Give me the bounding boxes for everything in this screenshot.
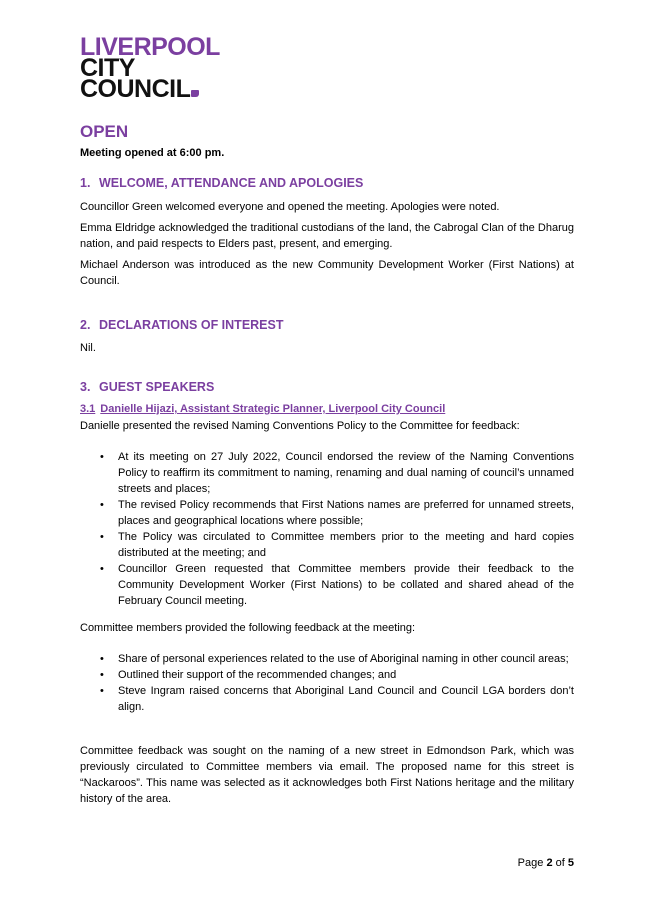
bullet-icon: •	[100, 531, 104, 543]
open-title: OPEN	[80, 122, 129, 141]
council-logo	[80, 33, 240, 103]
section-1-heading	[80, 176, 363, 190]
feedback-bullet-list	[80, 651, 574, 715]
section-2-title: DECLARATIONS OF INTEREST	[99, 318, 284, 332]
bullet-icon: •	[100, 669, 104, 681]
section-1-paragraph: Councillor Green welcomed everyone and opened the meeting. Apologies were noted.	[80, 201, 500, 213]
logo-line-3	[80, 75, 240, 103]
section-2-body: Nil.	[80, 342, 96, 354]
current-page: 2	[546, 857, 553, 869]
list-item	[80, 449, 574, 497]
total-pages: 5	[567, 857, 574, 869]
logo-line-1: LIVERPOOL	[80, 33, 220, 61]
list-item	[80, 667, 574, 683]
bullet-icon: •	[100, 653, 104, 665]
section-2-heading	[80, 318, 284, 332]
list-item-text: Share of personal experiences related to the use of Aboriginal naming in other council areas;	[118, 653, 569, 665]
bullet-icon: •	[100, 451, 104, 463]
meeting-opened-text: Meeting opened at 6:00 pm.	[80, 147, 225, 159]
feedback-intro-paragraph: Committee members provided the following feedback at the meeting:	[80, 622, 416, 634]
list-item-text: The revised Policy recommends that First Nations names are preferred for unnamed streets, places and geographical locations where possible;	[118, 499, 574, 527]
guest-intro-paragraph: Danielle presented the revised Naming Conventions Policy to the Committee for feedback:	[80, 420, 520, 432]
list-item	[80, 561, 574, 609]
list-item-text: The Policy was circulated to Committee members prior to the meeting and hard copies distributed at the meeting; and	[118, 531, 574, 559]
list-item	[80, 529, 574, 561]
logo-line-2: CITY	[80, 54, 135, 82]
section-1-paragraph: Emma Eldridge acknowledged the traditional custodians of the land, the Cabrogal Clan of the Dharug nation, and paid respects to Elders past, present, and emerging.	[80, 222, 574, 250]
section-1-title: WELCOME, ATTENDANCE AND APOLOGIES	[99, 176, 364, 190]
section-3-number: 3.	[80, 380, 91, 394]
list-item-text: Steve Ingram raised concerns that Aboriginal Land Council and Council LGA borders don’t align.	[118, 685, 574, 713]
of-word: of	[555, 857, 565, 869]
list-item	[80, 497, 574, 529]
section-1-number: 1.	[80, 176, 91, 190]
section-2-number: 2.	[80, 318, 91, 332]
section-3-title: GUEST SPEAKERS	[99, 380, 215, 394]
bullet-icon: •	[100, 563, 104, 575]
subsection-3-1-heading	[80, 403, 445, 415]
list-item-text: Outlined their support of the recommended changes; and	[118, 669, 397, 681]
list-item	[80, 683, 574, 715]
list-item	[80, 651, 574, 667]
page-number	[518, 857, 574, 869]
logo-dot-icon	[191, 90, 199, 97]
section-1-paragraph: Michael Anderson was introduced as the new Community Development Worker (First Nations) at Council.	[80, 259, 574, 287]
list-item-text: At its meeting on 27 July 2022, Council endorsed the review of the Naming Conventions Policy to reaffirm its commitment to naming, renaming and dual naming of council’s unnamed streets and places;	[118, 451, 574, 495]
subsection-number: 3.1	[80, 403, 96, 415]
page-word: Page	[517, 857, 544, 869]
logo-line-3-text: COUNCIL	[80, 75, 191, 103]
list-item-text: Councillor Green requested that Committee members provide their feedback to the Community Development Worker (First Nations) to be collated and shared ahead of the February Council meeting.	[118, 563, 574, 607]
section-3-heading	[80, 380, 214, 394]
bullet-icon: •	[100, 685, 104, 697]
policy-bullet-list	[80, 449, 574, 609]
closing-paragraph: Committee feedback was sought on the naming of a new street in Edmondson Park, which was previously circulated to Committee members via email. The proposed name for this street is “Nackaroos”. This name was selected as it acknowledges both First Nations heritage and the military history of the area.	[80, 745, 574, 805]
subsection-title: Danielle Hijazi, Assistant Strategic Planner, Liverpool City Council	[100, 403, 446, 415]
bullet-icon: •	[100, 499, 104, 511]
